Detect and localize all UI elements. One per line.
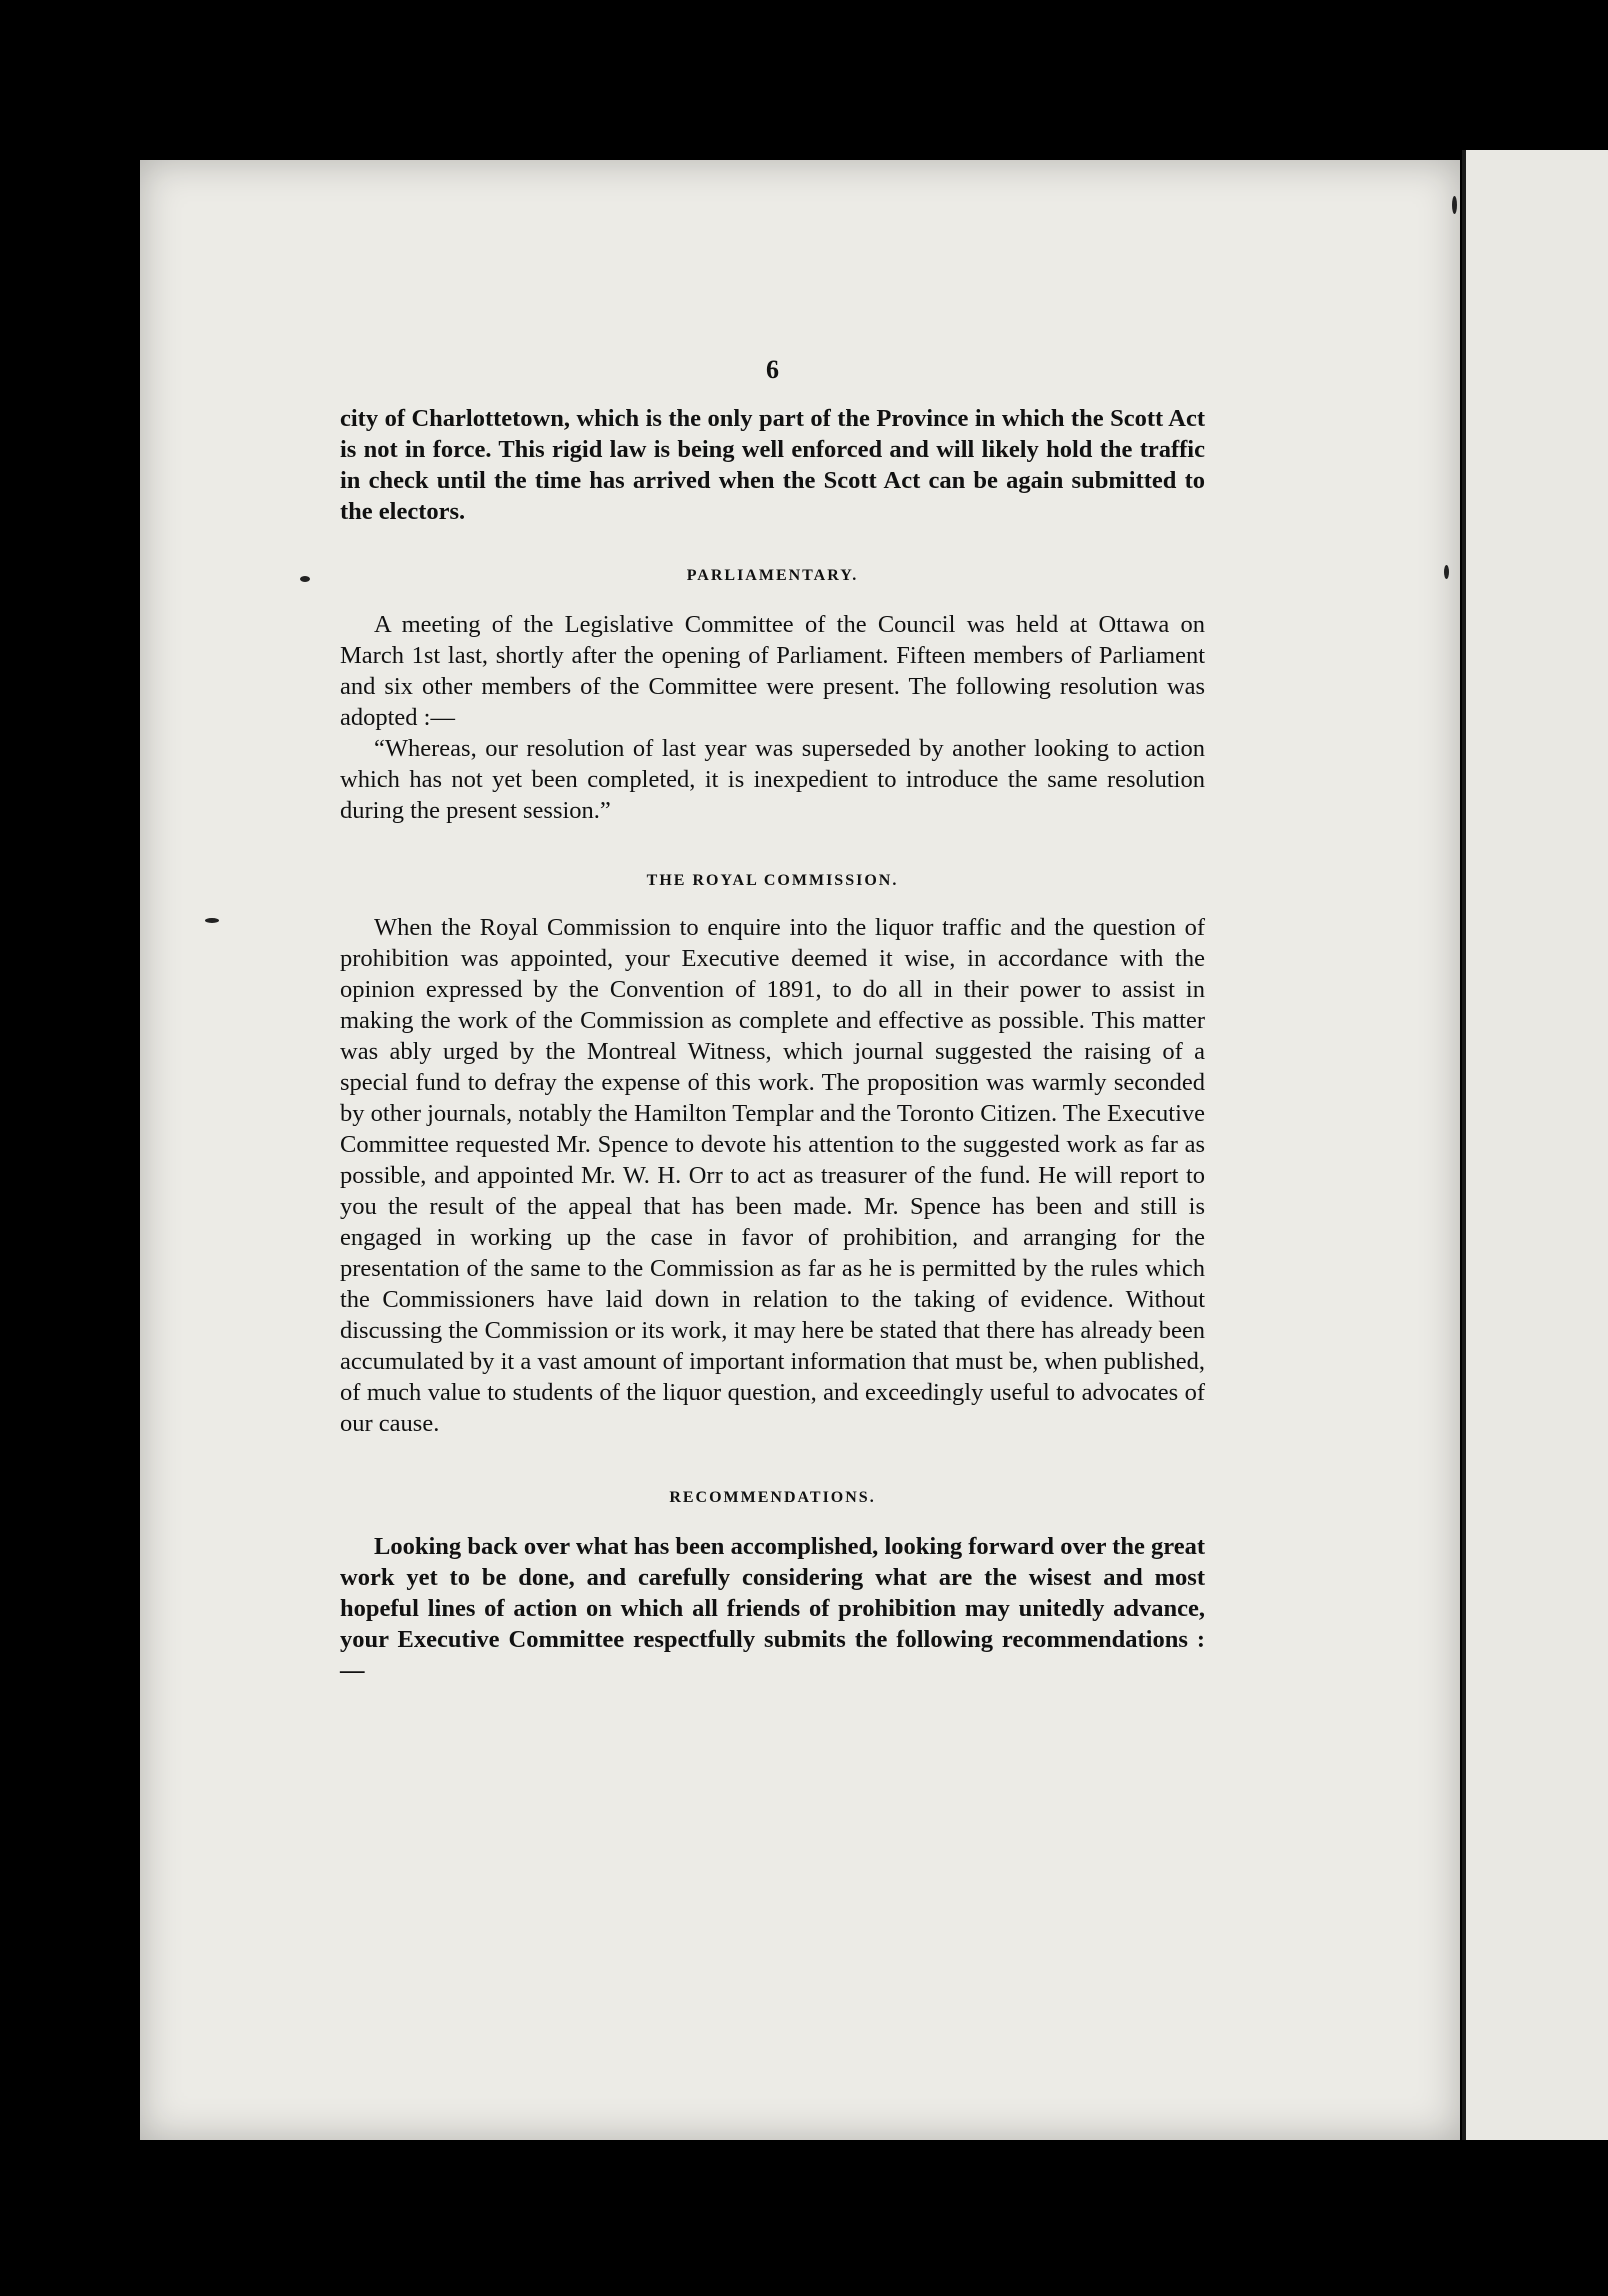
film-speck [1452,196,1457,214]
recommendations-paragraph: Looking back over what has been accomplished, looking forward over the great work yet to be done, and carefully considering what are the wisest and most hopeful lines of action on which all friends of prohibition may unitedly advance, your Executive Committee respectfully submits the following recommendations :— [340,1533,1205,1684]
royal-commission-paragraph: When the Royal Commission to enquire into the liquor traffic and the question of prohibition was appointed, your Executive deemed it wise, in accordance with the opinion expressed by the Convention of 1891, to do all in their power to assist in making the work of the Commission as complete and effective as possible. This matter was ably urged by the Montreal Witness, which journal suggested the raising of a special fund to defray the expense of this work. The proposition was warmly seconded by other journals, notably the Hamilton Templar and the Toronto Citizen. The Executive Committee requested Mr. Spence to devote his attention to the suggested work as far as possible, and appointed Mr. W. H. Orr to act as treasurer of the fund. He will report to you the result of the appeal that has been made. Mr. Spence has been and still is engaged in working up the case in favor of prohibition, and arranging for the presentation of the same to the Commission as far as he is permitted by the rules which the Commissioners have laid down in relation to the taking of evidence. Without discussing the Commission or its work, it may here be stated that there has already been accumulated by it a vast amount of important information that must be, when published, of much value to students of the liquor question, and exceedingly useful to advocates of our cause. [340,914,1205,1437]
film-speck [300,576,310,582]
film-speck [1444,565,1449,579]
heading-royal-commission: THE ROYAL COMMISSION. [646,872,899,889]
adjacent-page-edge [1462,150,1608,2140]
document-body [340,355,1205,1686]
parliamentary-paragraph: A meeting of the Legislative Committee of the Council was held at Ottawa on March 1st last, shortly after the opening of Parliament. Fifteen members of Parliament and six other members of the Committee were present. The following resolution was adopted :— [340,611,1205,731]
heading-recommendations: RECOMMENDATIONS. [669,1489,876,1506]
resolution-quote: “Whereas, our resolution of last year was superseded by another looking to action which has not yet been completed, it is inexpedient to introduce the same resolution during the present session.” [340,735,1205,824]
heading-parliamentary: PARLIAMENTARY. [686,567,859,584]
film-speck [205,918,219,923]
intro-paragraph: city of Charlottetown, which is the only part of the Province in which the Scott Act is not in force. This rigid law is being well enforced and will likely hold the traffic in check until the time has arrived when the Scott Act can be again submitted to the electors. [340,405,1205,525]
page-number: 6 [766,355,779,384]
